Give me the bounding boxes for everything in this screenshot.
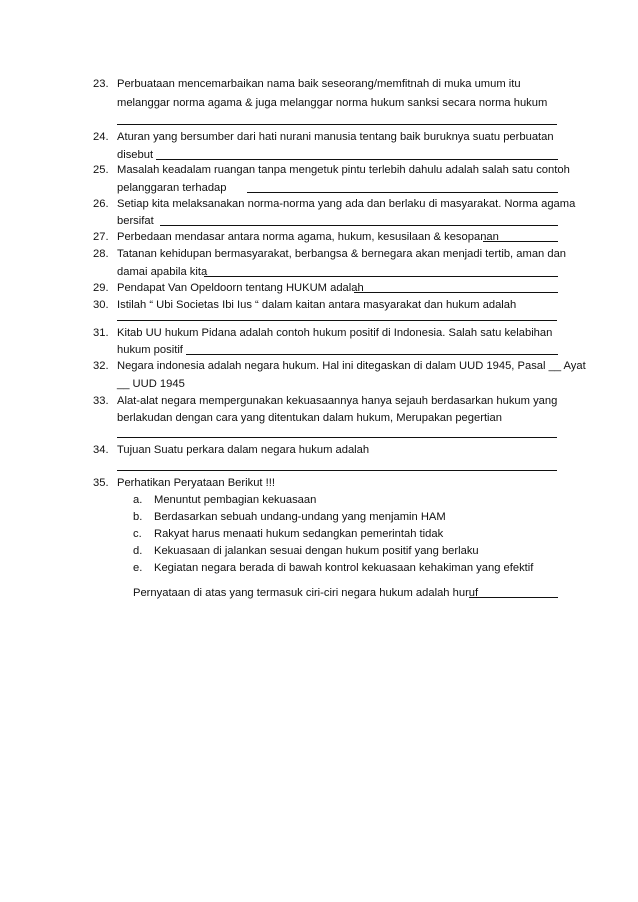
answer-line[interactable] xyxy=(186,354,558,355)
question-text: __ UUD 1945 xyxy=(117,378,185,390)
question-text: Tujuan Suatu perkara dalam negara hukum adalah xyxy=(117,444,370,456)
question-text: Alat-alat negara mempergunakan kekuasaannya hanya sejauh berdasarkan hukum yang xyxy=(117,395,558,407)
question-text: Aturan yang bersumber dari hati nurani manusia tentang baik buruknya suatu perbuatan xyxy=(117,131,554,143)
question-text: Kitab UU hukum Pidana adalah contoh hukum positif di Indonesia. Salah satu kelabihan xyxy=(117,327,553,339)
answer-line[interactable] xyxy=(160,225,558,226)
question-number: 30. xyxy=(93,299,109,311)
closing-text: Pernyataan di atas yang termasuk ciri-ciri negara hukum adalah huruf xyxy=(133,587,479,599)
option-text: Berdasarkan sebuah undang-undang yang menjamin HAM xyxy=(154,511,446,523)
question-text: berlakudan dengan cara yang ditentukan dalam hukum, Merupakan pegertian xyxy=(117,412,502,424)
question-text: Perbedaan mendasar antara norma agama, hukum, kesusilaan & kesopanan xyxy=(117,231,499,243)
answer-line[interactable] xyxy=(156,159,558,160)
option-letter: c. xyxy=(133,528,142,540)
question-number: 27. xyxy=(93,231,109,243)
answer-line[interactable] xyxy=(117,470,557,471)
question-number: 32. xyxy=(93,360,109,372)
answer-line[interactable] xyxy=(117,437,557,438)
question-number: 34. xyxy=(93,444,109,456)
question-number: 28. xyxy=(93,248,109,260)
option-letter: d. xyxy=(133,545,143,557)
question-text: Tatanan kehidupan bermasyarakat, berbangsa & bernegara akan menjadi tertib, aman dan xyxy=(117,248,567,260)
question-text: hukum positif xyxy=(117,344,183,356)
answer-line[interactable] xyxy=(117,124,557,125)
question-number: 24. xyxy=(93,131,109,143)
question-text: damai apabila kita xyxy=(117,266,208,278)
answer-line[interactable] xyxy=(354,292,558,293)
option-letter: a. xyxy=(133,494,143,506)
question-text: Setiap kita melaksanakan norma-norma yang ada dan berlaku di masyarakat. Norma agama xyxy=(117,198,576,210)
question-number: 23. xyxy=(93,78,109,90)
answer-line[interactable] xyxy=(483,241,558,242)
answer-line[interactable] xyxy=(247,192,558,193)
question-text: bersifat xyxy=(117,215,154,227)
option-letter: e. xyxy=(133,562,143,574)
question-number: 35. xyxy=(93,477,109,489)
option-text: Kegiatan negara berada di bawah kontrol kekuasaan kehakiman yang efektif xyxy=(154,562,534,574)
question-text: Negara indonesia adalah negara hukum. Hal ini ditegaskan di dalam UUD 1945, Pasal __ Ayat xyxy=(117,360,586,372)
question-text: Istilah “ Ubi Societas Ibi Ius “ dalam kaitan antara masyarakat dan hukum adalah xyxy=(117,299,517,311)
answer-line[interactable] xyxy=(204,276,558,277)
question-number: 33. xyxy=(93,395,109,407)
option-text: Kekuasaan di jalankan sesuai dengan hukum positif yang berlaku xyxy=(154,545,479,557)
option-letter: b. xyxy=(133,511,143,523)
option-text: Rakyat harus menaati hukum sedangkan pemerintah tidak xyxy=(154,528,444,540)
question-number: 31. xyxy=(93,327,109,339)
question-number: 29. xyxy=(93,282,109,294)
question-text: Masalah keadalam ruangan tanpa mengetuk pintu terlebih dahulu adalah salah satu contoh xyxy=(117,164,570,176)
question-text: melanggar norma agama & juga melanggar norma hukum sanksi secara norma hukum xyxy=(117,97,548,109)
question-text: Perbuataan mencemarbaikan nama baik seseorang/memfitnah di muka umum itu xyxy=(117,78,521,90)
option-text: Menuntut pembagian kekuasaan xyxy=(154,494,317,506)
question-text: Pendapat Van Opeldoorn tentang HUKUM adalah xyxy=(117,282,364,294)
answer-line[interactable] xyxy=(469,597,558,598)
question-text: Perhatikan Peryataan Berikut !!! xyxy=(117,477,275,489)
answer-line[interactable] xyxy=(117,320,557,321)
question-text: pelanggaran terhadap xyxy=(117,182,227,194)
question-number: 26. xyxy=(93,198,109,210)
question-number: 25. xyxy=(93,164,109,176)
question-text: disebut xyxy=(117,149,154,161)
